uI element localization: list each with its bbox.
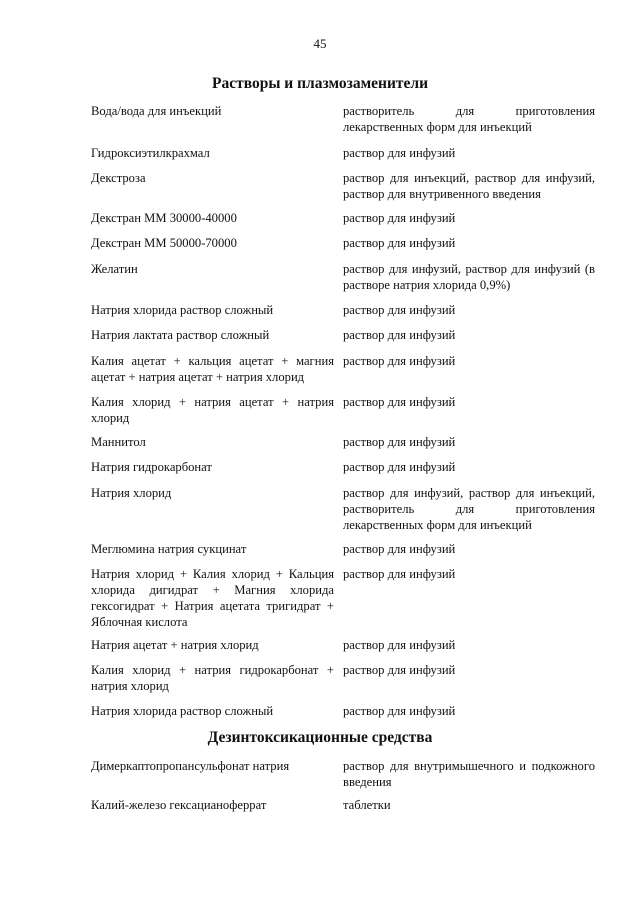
drug-name: Желатин bbox=[91, 262, 138, 276]
dosage-form: раствор для инфузий bbox=[343, 211, 456, 225]
dosage-form: раствор для инфузий bbox=[343, 395, 456, 409]
table-row bbox=[91, 353, 595, 385]
drug-name: Натрия хлорид bbox=[91, 486, 172, 500]
table-row bbox=[91, 327, 595, 343]
dosage-form: раствор для инфузий, раствор для инъекций, растворитель для приготовления лекарственных форм для инъекций bbox=[343, 486, 595, 532]
section-title-detoxification: Дезинтоксикационные средства bbox=[207, 729, 433, 746]
section-title-solutions: Растворы и плазмозаменители bbox=[211, 75, 429, 92]
dosage-form: таблетки bbox=[343, 798, 391, 812]
drug-name: Натрия хлорид + Калия хлорид + Кальция хлорида дигидрат + Магния хлорида гексогидрат + Натрия ацетата тригидрат + Яблочная кислота bbox=[91, 567, 334, 629]
dosage-form: раствор для инфузий bbox=[343, 567, 456, 581]
table-row bbox=[91, 758, 595, 790]
dosage-form: растворитель для приготовления лекарственных форм для инъекций bbox=[343, 104, 595, 134]
drug-name: Натрия хлорида раствор сложный bbox=[91, 303, 274, 317]
table-row bbox=[91, 235, 595, 251]
table-row bbox=[91, 210, 595, 226]
drug-name: Маннитол bbox=[91, 435, 146, 449]
table-row bbox=[91, 662, 595, 694]
drug-name: Натрия гидрокарбонат bbox=[91, 460, 212, 474]
table-row bbox=[91, 103, 595, 135]
drug-name: Димеркаптопропансульфонат натрия bbox=[91, 759, 290, 773]
dosage-form: раствор для инфузий bbox=[343, 704, 456, 718]
drug-name: Меглюмина натрия сукцинат bbox=[91, 542, 247, 556]
drug-name: Вода/вода для инъекций bbox=[91, 104, 222, 118]
dosage-form: раствор для инфузий, раствор для инфузий (в растворе натрия хлорида 0,9%) bbox=[343, 262, 595, 292]
table-row bbox=[91, 541, 595, 557]
drug-name: Калия ацетат + кальция ацетат + магния ацетат + натрия ацетат + натрия хлорид bbox=[91, 354, 334, 384]
dosage-form: раствор для инфузий bbox=[343, 146, 456, 160]
drug-name: Декстран ММ 50000-70000 bbox=[91, 236, 237, 250]
table-row bbox=[91, 394, 595, 426]
dosage-form: раствор для инфузий bbox=[343, 435, 456, 449]
table-row bbox=[91, 302, 595, 318]
drug-name: Декстроза bbox=[91, 171, 146, 185]
dosage-form: раствор для инфузий bbox=[343, 663, 456, 677]
drug-name: Натрия лактата раствор сложный bbox=[91, 328, 270, 342]
dosage-form: раствор для инфузий bbox=[343, 236, 456, 250]
drug-name: Декстран ММ 30000-40000 bbox=[91, 211, 237, 225]
table-row bbox=[91, 637, 595, 653]
table-row bbox=[91, 485, 595, 533]
dosage-form: раствор для инфузий bbox=[343, 638, 456, 652]
table-row bbox=[91, 170, 595, 202]
dosage-form: раствор для внутримышечного и подкожного введения bbox=[343, 759, 595, 789]
drug-name: Натрия ацетат + натрия хлорид bbox=[91, 638, 259, 652]
dosage-form: раствор для инфузий bbox=[343, 354, 456, 368]
page-number: 45 bbox=[313, 36, 327, 51]
table-row bbox=[91, 797, 595, 813]
drug-name: Калий-железо гексацианоферрат bbox=[91, 798, 267, 812]
table-row bbox=[91, 703, 595, 719]
dosage-form: раствор для инфузий bbox=[343, 460, 456, 474]
drug-name: Калия хлорид + натрия гидрокарбонат + натрия хлорид bbox=[91, 663, 334, 693]
table-row bbox=[91, 261, 595, 293]
table-row bbox=[91, 566, 595, 630]
table-row bbox=[91, 459, 595, 475]
drug-name: Калия хлорид + натрия ацетат + натрия хлорид bbox=[91, 395, 334, 425]
dosage-form: раствор для инфузий bbox=[343, 303, 456, 317]
table-row bbox=[91, 434, 595, 450]
drug-name: Натрия хлорида раствор сложный bbox=[91, 704, 274, 718]
dosage-form: раствор для инфузий bbox=[343, 328, 456, 342]
dosage-form: раствор для инфузий bbox=[343, 542, 456, 556]
dosage-form: раствор для инъекций, раствор для инфузий, раствор для внутривенного введения bbox=[343, 171, 595, 201]
drug-name: Гидроксиэтилкрахмал bbox=[91, 146, 210, 160]
table-row bbox=[91, 145, 595, 161]
